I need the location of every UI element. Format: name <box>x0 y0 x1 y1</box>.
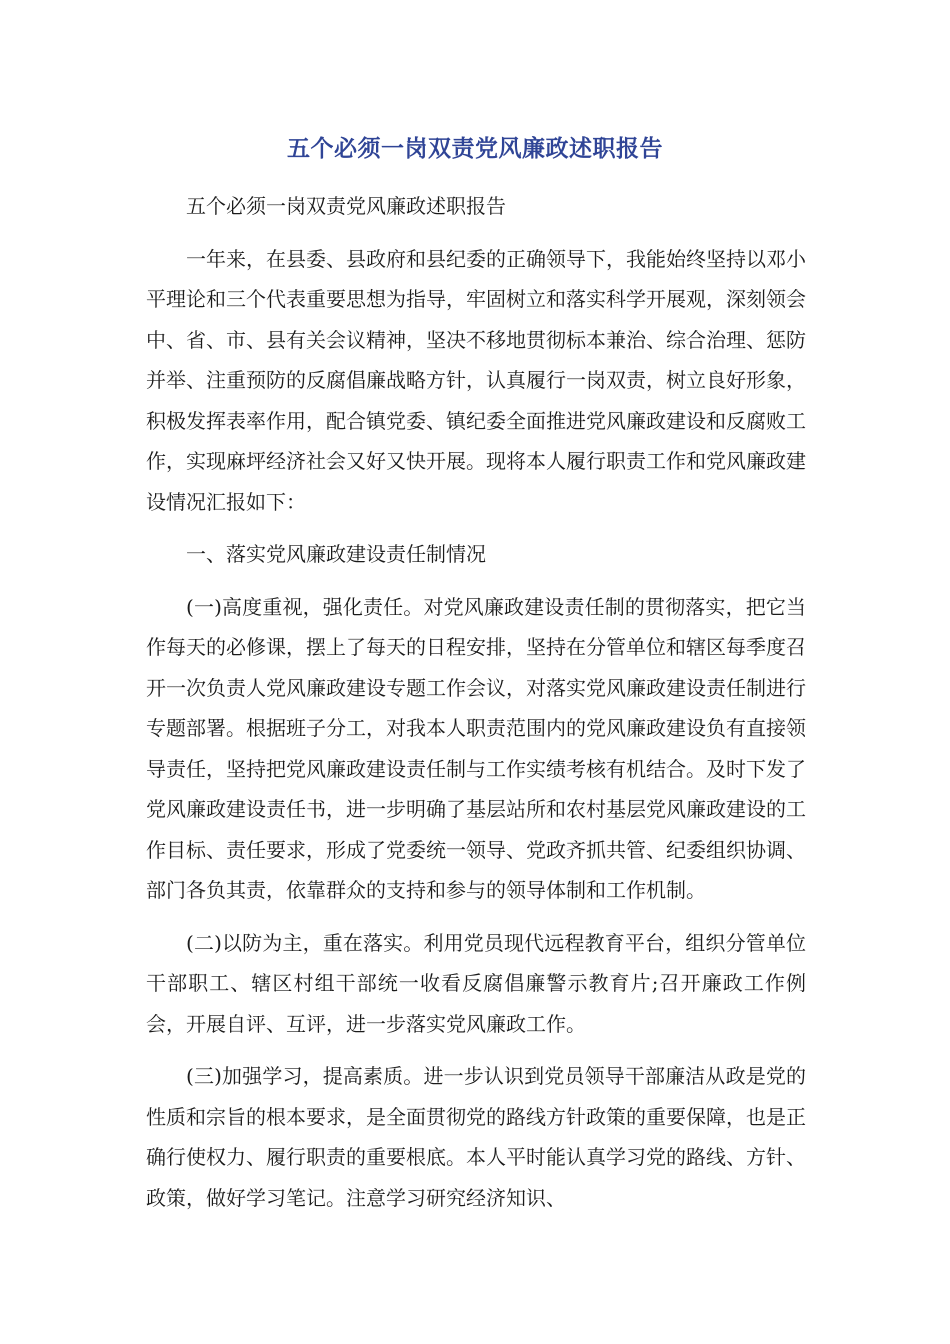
document-body <box>146 186 806 1230</box>
paragraph-item-2: (二)以防为主，重在落实。利用党员现代远程教育平台，组织分管单位干部职工、辖区村组干部统一收看反腐倡廉警示教育片;召开廉政工作例会，开展自评、互评，进一步落实党风廉政工作。 <box>146 930 806 1036</box>
paragraph-intro: 一年来，在县委、县政府和县纪委的正确领导下，我能始终坚持以邓小平理论和三个代表重要思想为指导，牢固树立和落实科学开展观，深刻领会中、省、市、县有关会议精神，坚决不移地贯彻标本兼治、综合治理、惩防并举、注重预防的反腐倡廉战略方针，认真履行一岗双责，树立良好形象，积极发挥表率作用，配合镇党委、镇纪委全面推进党风廉政建设和反腐败工作，实现麻坪经济社会又好又快开展。现将本人履行职责工作和党风廉政建设情况汇报如下： <box>146 246 806 514</box>
document-title: 五个必须一岗双责党风廉政述职报告 <box>287 136 663 162</box>
section-heading: 一、落实党风廉政建设责任制情况 <box>186 542 486 566</box>
paragraph-item-1: (一)高度重视，强化责任。对党风廉政建设责任制的贯彻落实，把它当作每天的必修课，摆上了每天的日程安排，坚持在分管单位和辖区每季度召开一次负责人党风廉政建设专题工作会议，对落实党风廉政建设责任制进行专题部署。根据班子分工，对我本人职责范围内的党风廉政建设负有直接领导责任，坚持把党风廉政建设责任制与工作实绩考核有机结合。及时下发了党风廉政建设责任书，进一步明确了基层站所和农村基层党风廉政建设的工作目标、责任要求，形成了党委统一领导、党政齐抓共管、纪委组织协调、部门各负其责，依靠群众的支持和参与的领导体制和工作机制。 <box>146 594 806 902</box>
paragraph-subtitle: 五个必须一岗双责党风廉政述职报告 <box>186 194 506 218</box>
paragraph-item-3: (三)加强学习，提高素质。进一步认识到党员领导干部廉洁从政是党的性质和宗旨的根本要求，是全面贯彻党的路线方针政策的重要保障，也是正确行使权力、履行职责的重要根底。本人平时能认真学习党的路线、方针、政策，做好学习笔记。注意学习研究经济知识、 <box>146 1064 806 1210</box>
